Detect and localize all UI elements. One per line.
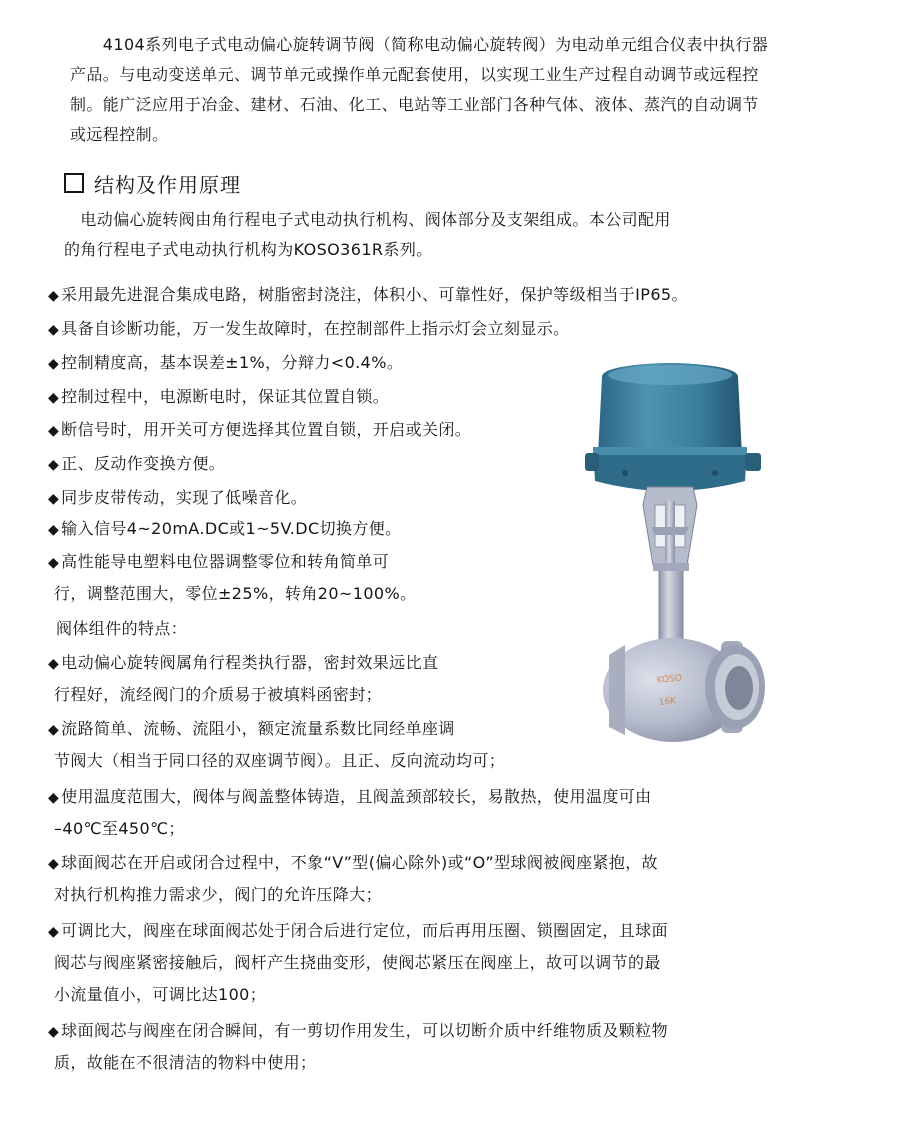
valve-point xyxy=(48,652,438,675)
intro-line: 4104系列电子式电动偏心旋转调节阀（简称电动偏心旋转阀）为电动单元组合仪表中执行器 xyxy=(70,35,769,54)
valve-point xyxy=(48,920,668,943)
feature-item xyxy=(48,386,389,409)
diamond-bullet-icon: ◆ xyxy=(48,856,60,872)
section-heading xyxy=(64,170,241,196)
diamond-bullet-icon: ◆ xyxy=(48,924,60,940)
svg-text:KOSO: KOSO xyxy=(656,673,683,686)
diamond-bullet-icon: ◆ xyxy=(48,491,60,507)
valve-point-cont: 对执行机构推力需求少，阀门的允许压降大； xyxy=(54,885,383,904)
valve-point xyxy=(48,1020,668,1043)
section-desc-line: 的角行程电子式电动执行机构为KOSO361R系列。 xyxy=(64,240,433,259)
intro-line: 制。能广泛应用于冶金、建材、石油、化工、电站等工业部门各种气体、液体、蒸汽的自动调节 xyxy=(70,95,759,114)
valve-point-cont: 质，故能在不很清洁的物料中使用； xyxy=(54,1053,317,1072)
diamond-bullet-icon: ◆ xyxy=(48,522,60,538)
feature-item xyxy=(48,551,389,574)
intro-line: 或远程控制。 xyxy=(70,125,169,144)
diamond-bullet-icon: ◆ xyxy=(48,656,60,672)
valve-point-text: 可调比大，阀座在球面阀芯处于闭合后进行定位，而后再用压圈、锁圈固定，且球面 xyxy=(61,921,668,940)
valve-point-cont: 行程好，流经阀门的介质易于被填料函密封； xyxy=(54,685,383,704)
feature-item xyxy=(48,518,402,541)
valve-point-text: 电动偏心旋转阀属角行程类执行器，密封效果远比直 xyxy=(61,653,439,672)
feature-text: 采用最先进混合集成电路，树脂密封浇注，体积小、可靠性好，保护等级相当于IP65。 xyxy=(61,285,688,304)
feature-text: 正、反动作变换方便。 xyxy=(61,454,226,473)
feature-text: 具备自诊断功能，万一发生故障时，在控制部件上指示灯会立刻显示。 xyxy=(61,319,570,338)
svg-text:16K: 16K xyxy=(658,696,677,708)
feature-item xyxy=(48,487,307,510)
section-title: 结构及作用原理 xyxy=(94,172,241,197)
valve-point-text: 使用温度范围大，阀体与阀盖整体铸造，且阀盖颈部较长，易散热，使用温度可由 xyxy=(61,787,652,806)
diamond-bullet-icon: ◆ xyxy=(48,1024,60,1040)
diamond-bullet-icon: ◆ xyxy=(48,288,60,304)
feature-text: 断信号时，用开关可方便选择其位置自锁，开启或关闭。 xyxy=(61,420,472,439)
diamond-bullet-icon: ◆ xyxy=(48,555,60,571)
diamond-bullet-icon: ◆ xyxy=(48,790,60,806)
feature-text: 同步皮带传动，实现了低噪音化。 xyxy=(61,488,308,507)
electric-valve-photo xyxy=(585,355,775,755)
valve-subheading: 阀体组件的特点： xyxy=(56,619,188,638)
diamond-bullet-icon: ◆ xyxy=(48,390,60,406)
feature-text: 输入信号4~20mA.DC或1~5V.DC切换方便。 xyxy=(61,519,402,538)
feature-item xyxy=(48,453,225,476)
intro-line: 产品。与电动变送单元、调节单元或操作单元配套使用，以实现工业生产过程自动调节或远程控 xyxy=(70,65,759,84)
diamond-bullet-icon: ◆ xyxy=(48,423,60,439)
diamond-bullet-icon: ◆ xyxy=(48,322,60,338)
feature-text: 高性能导电塑料电位器调整零位和转角简单可 xyxy=(61,552,390,571)
feature-item xyxy=(48,318,570,341)
section-desc-line: 电动偏心旋转阀由角行程电子式电动执行机构、阀体部分及支架组成。本公司配用 xyxy=(64,210,671,229)
valve-point xyxy=(48,786,652,809)
checkbox-square-icon xyxy=(64,173,84,193)
feature-item xyxy=(48,419,471,442)
diamond-bullet-icon: ◆ xyxy=(48,457,60,473)
diamond-bullet-icon: ◆ xyxy=(48,356,60,372)
valve-point-text: 球面阀芯在开启或闭合过程中，不象“V”型(偏心除外)或“O”型球阀被阀座紧抱，故 xyxy=(61,853,659,872)
diamond-bullet-icon: ◆ xyxy=(48,722,60,738)
valve-point-text: 球面阀芯与阀座在闭合瞬间，有一剪切作用发生，可以切断介质中纤维物质及颗粒物 xyxy=(61,1021,668,1040)
valve-point-text: 流路简单、流畅、流阻小，额定流量系数比同经单座调 xyxy=(61,719,455,738)
valve-point xyxy=(48,718,455,741)
valve-point xyxy=(48,852,658,875)
valve-point-cont: 小流量值小，可调比达100； xyxy=(54,985,267,1004)
feature-text: 控制过程中，电源断电时，保证其位置自锁。 xyxy=(61,387,390,406)
valve-point-cont: 阀芯与阀座紧密接触后，阀杆产生挠曲变形，使阀芯紧压在阀座上，故可以调节的最 xyxy=(54,953,661,972)
feature-text-cont: 行，调整范围大，零位±25%，转角20~100%。 xyxy=(54,584,417,603)
valve-point-cont: –40℃至450℃； xyxy=(54,819,185,838)
feature-item xyxy=(48,284,688,307)
valve-point-cont: 节阀大（相当于同口径的双座调节阀）。且正、反向流动均可； xyxy=(54,751,506,770)
feature-text: 控制精度高，基本误差±1%，分辩力<0.4%。 xyxy=(61,353,404,372)
feature-item xyxy=(48,352,403,375)
